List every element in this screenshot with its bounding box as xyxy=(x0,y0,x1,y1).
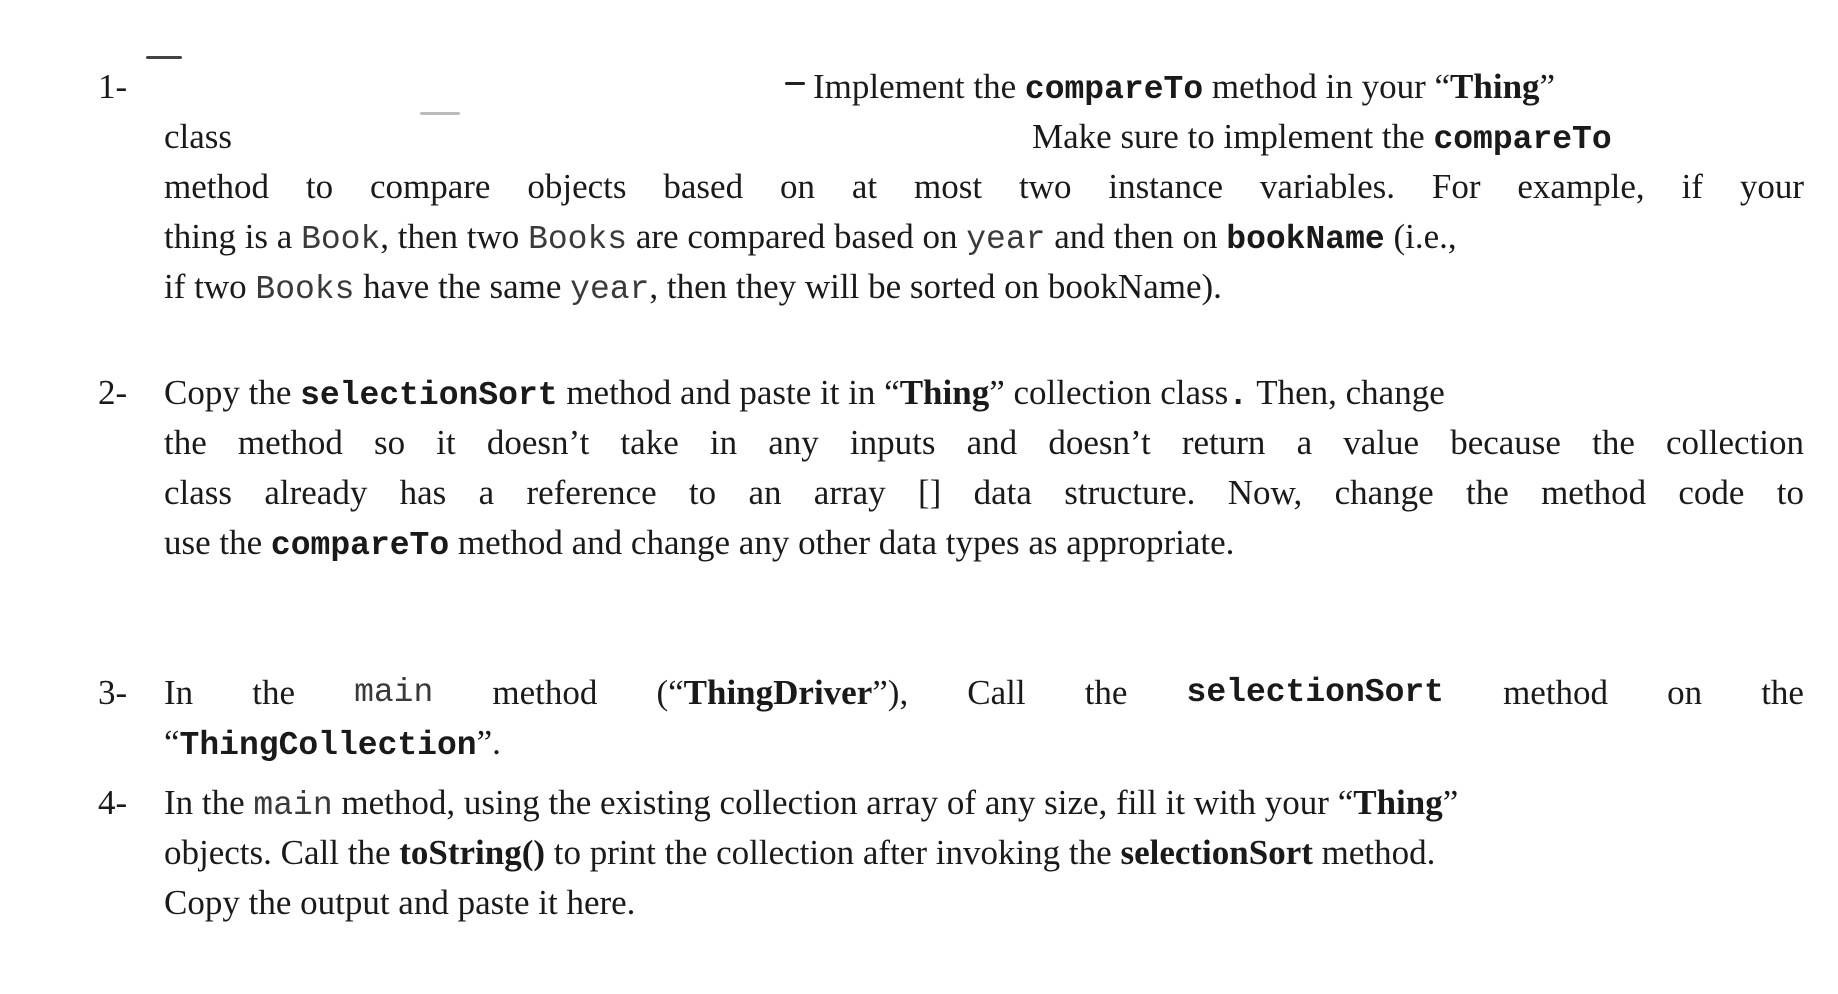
item-line xyxy=(164,668,1804,718)
item-line xyxy=(164,878,635,928)
text: method and change any other data types as appropriate. xyxy=(449,523,1235,562)
item-line xyxy=(164,518,1234,571)
text: objects. Call the xyxy=(164,833,400,872)
erased-mark xyxy=(785,82,805,85)
text: ” xyxy=(1442,783,1459,822)
item-number: 4- xyxy=(98,783,128,822)
item-line xyxy=(1032,112,1612,165)
text: (“ xyxy=(656,673,684,712)
code-text: main xyxy=(354,674,434,711)
item-line xyxy=(164,418,1804,468)
text: Copy the output and paste it here. xyxy=(164,883,636,922)
item-number: 2- xyxy=(98,373,128,412)
text: Implement the xyxy=(813,67,1025,106)
item-line xyxy=(164,212,1457,265)
bold-text: toString() xyxy=(399,833,546,872)
code-text: Book xyxy=(301,221,381,258)
text: , then they will be sorted on bookName). xyxy=(649,267,1222,306)
text: have the same xyxy=(354,267,571,306)
text: method. xyxy=(1312,833,1436,872)
text: method in your “ xyxy=(1203,67,1451,106)
code-text: Books xyxy=(255,271,355,308)
text: thing is a xyxy=(164,217,302,256)
text: In xyxy=(164,673,194,712)
code-text: ThingCollection xyxy=(179,727,477,764)
code-text: compareTo xyxy=(270,527,450,564)
item-line xyxy=(164,778,1458,831)
text: class xyxy=(164,117,233,156)
erased-mark xyxy=(420,112,460,115)
code-text: main xyxy=(253,787,333,824)
text: Copy the xyxy=(164,373,301,412)
text: and then on xyxy=(1045,217,1227,256)
code-text: . xyxy=(1228,377,1249,414)
code-text: bookName xyxy=(1226,221,1385,258)
item-line xyxy=(164,828,1435,878)
item-line xyxy=(164,718,501,771)
text: method xyxy=(492,673,598,712)
text: ” collection class xyxy=(989,373,1229,412)
text: Call xyxy=(967,673,1026,712)
code-text: year xyxy=(966,221,1046,258)
item-line xyxy=(164,162,1804,212)
text: use the xyxy=(164,523,271,562)
bold-text: Thing xyxy=(899,373,990,412)
text: the xyxy=(1084,673,1128,712)
code-text: compareTo xyxy=(1433,121,1612,158)
bold-text: selectionSort xyxy=(1120,833,1313,872)
code-text: compareTo xyxy=(1024,71,1204,108)
item-line xyxy=(813,62,1555,115)
code-text: year xyxy=(570,271,650,308)
text: if two xyxy=(164,267,256,306)
text: ”. xyxy=(476,723,501,762)
text: class already has a reference to an array [] data structure. Now, change the method code to xyxy=(164,473,1804,512)
text: are compared based on xyxy=(627,217,967,256)
erased-mark xyxy=(146,56,182,59)
text: on xyxy=(1667,673,1703,712)
text: (i.e., xyxy=(1384,217,1457,256)
item-number: 1- xyxy=(98,67,128,106)
text: to print the collection after invoking the xyxy=(545,833,1121,872)
text: “ xyxy=(164,723,180,762)
text: ”), xyxy=(872,673,909,712)
text: , then two xyxy=(380,217,529,256)
text: Make sure to implement the xyxy=(1032,117,1434,156)
item-line xyxy=(164,468,1804,518)
code-text: Books xyxy=(528,221,628,258)
code-text: selectionSort xyxy=(1186,674,1444,711)
text: Then, change xyxy=(1248,373,1445,412)
text: method and paste it in “ xyxy=(557,373,900,412)
bold-text: Thing xyxy=(1353,783,1443,822)
text: ” xyxy=(1539,67,1556,106)
text: the xyxy=(252,673,295,712)
bold-text: ThingDriver xyxy=(683,673,873,712)
item-line xyxy=(164,112,232,162)
text: method to compare objects based on at most two instance variables. For example, if your xyxy=(164,167,1804,206)
item-number: 3- xyxy=(98,673,128,712)
text: the xyxy=(1761,673,1804,712)
item-line xyxy=(164,262,1222,315)
bold-text: Thing xyxy=(1450,67,1540,106)
text: method, using the existing collection array of any size, fill it with your “ xyxy=(332,783,1354,822)
item-line xyxy=(164,368,1445,421)
text: the method so it doesn’t take in any inputs and doesn’t return a value because the collection xyxy=(164,423,1804,462)
text: method xyxy=(1503,673,1609,712)
text: In the xyxy=(164,783,254,822)
code-text: selectionSort xyxy=(300,377,558,414)
